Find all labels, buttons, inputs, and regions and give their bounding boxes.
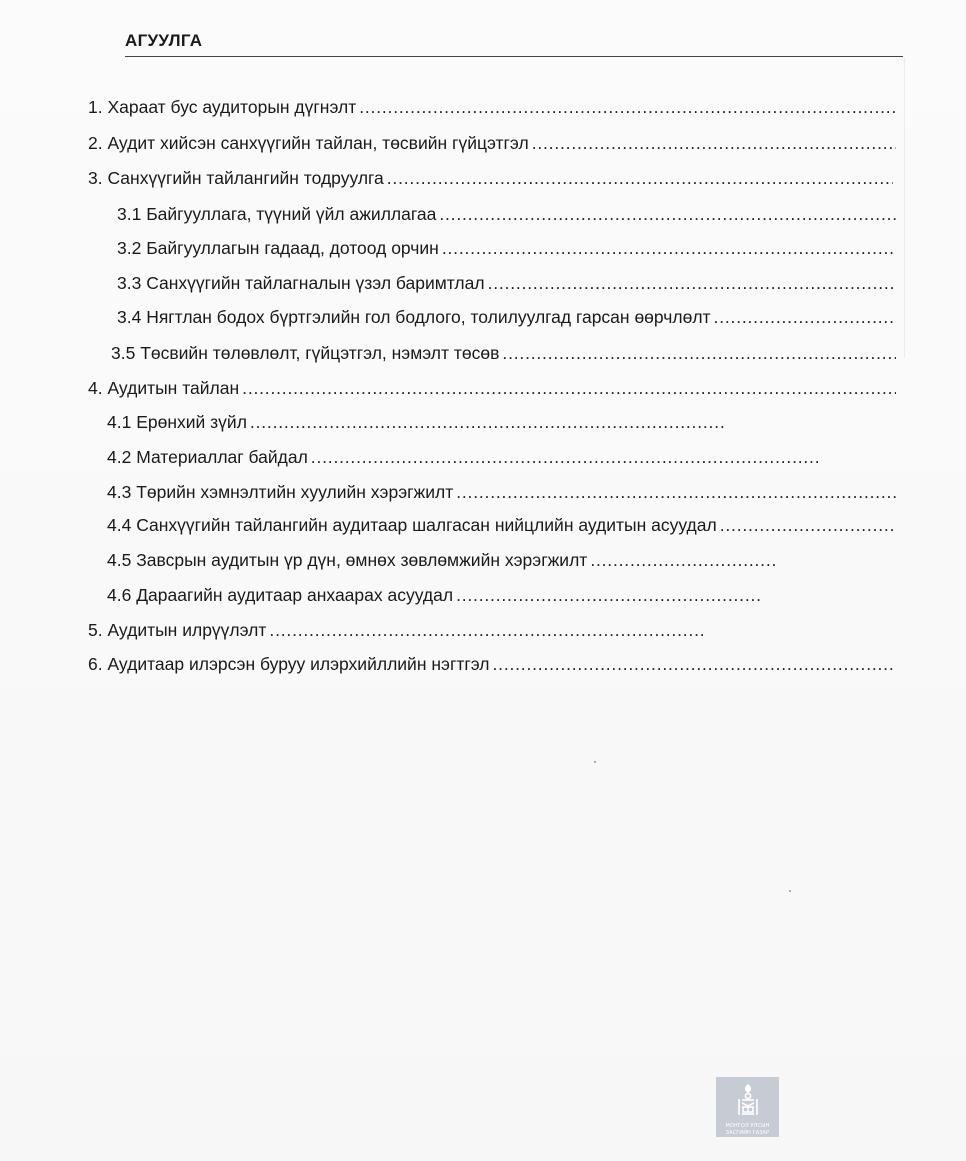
toc-entry-text: 3.2 Байгууллагын гадаад, дотоод орчин <box>117 238 439 258</box>
toc-entry[interactable] <box>117 305 896 329</box>
toc-dot-leader <box>439 202 896 226</box>
toc-entry-text: 4. Аудитын тайлан <box>88 378 240 398</box>
toc-dot-leader <box>269 618 705 642</box>
logo-caption-line-2: ЗАСГИЙН ГАЗАР <box>725 1130 770 1136</box>
toc-dot-leader <box>442 236 896 260</box>
toc-entry-text: 4.6 Дараагийн аудитаар анхаарах асуудал <box>107 585 454 605</box>
page-heading: АГУУЛГА <box>125 31 203 50</box>
scan-speck <box>789 890 791 892</box>
toc-dot-leader <box>359 95 896 119</box>
toc-entry[interactable] <box>88 95 896 119</box>
toc-entry[interactable] <box>88 166 893 190</box>
toc-entry[interactable] <box>107 583 763 607</box>
toc-entry-text: 4.1 Ерөнхий зүйл <box>107 412 247 432</box>
toc-entry[interactable] <box>88 652 896 676</box>
toc-dot-leader <box>242 376 896 400</box>
toc-entry-text: 3.1 Байгууллага, түүний үйл ажиллагаа <box>117 204 437 224</box>
toc-entry-text: 3.5 Төсвийн төлөвлөлт, гүйцэтгэл, нэмэлт төсөв <box>111 343 500 363</box>
logo-caption-line-1: МОНГОЛ УЛСЫН <box>725 1123 770 1129</box>
toc-entry[interactable] <box>107 410 725 434</box>
scan-speck <box>594 761 596 763</box>
government-logo <box>716 1077 779 1137</box>
toc-dot-leader <box>456 583 763 607</box>
toc-dot-leader <box>714 305 896 329</box>
toc-entry-text: 5. Аудитын илрүүлэлт <box>88 620 267 640</box>
toc-entry-text: 1. Хараат бус аудиторын дүгнэлт <box>88 97 357 117</box>
toc-dot-leader <box>456 480 896 504</box>
toc-entry[interactable] <box>117 236 896 260</box>
toc-dot-leader <box>502 341 896 365</box>
toc-entry[interactable] <box>107 513 894 537</box>
toc-entry[interactable] <box>88 618 705 642</box>
toc-dot-leader <box>590 548 776 572</box>
toc-entry-text: 4.2 Материаллаг байдал <box>107 447 308 467</box>
toc-entry[interactable] <box>107 445 821 469</box>
toc-entry-text: 4.5 Завсрын аудитын үр дүн, өмнөх зөвлөмжийн хэрэгжилт <box>107 550 588 570</box>
heading-underline <box>125 56 903 57</box>
toc-entry[interactable] <box>107 480 896 504</box>
toc-entry[interactable] <box>107 548 776 572</box>
toc-entry-text: 3. Санхүүгийн тайлангийн тодруулга <box>88 168 384 188</box>
toc-dot-leader <box>488 271 896 295</box>
toc-entry-text: 3.3 Санхүүгийн тайлагналын үзэл баримтлал <box>117 273 485 293</box>
toc-entry-text: 3.4 Нягтлан бодох бүртгэлийн гол бодлого, толилуулгад гарсан өөрчлөлт <box>117 307 711 327</box>
toc-dot-leader <box>532 131 896 155</box>
toc-entry-text: 2. Аудит хийсэн санхүүгийн тайлан, төсвийн гүйцэтгэл <box>88 133 529 153</box>
soyombo-emblem-icon <box>735 1077 761 1122</box>
toc-dot-leader <box>387 166 893 190</box>
toc-dot-leader <box>493 652 897 676</box>
toc-dot-leader <box>720 513 894 537</box>
toc-entry[interactable] <box>88 376 896 400</box>
toc-entry[interactable] <box>88 131 896 155</box>
toc-entry-text: 4.4 Санхүүгийн тайлангийн аудитаар шалгасан нийцлийн аудитын асуудал <box>107 515 717 535</box>
toc-entry[interactable] <box>111 341 896 365</box>
toc-entry-text: 4.3 Төрийн хэмнэлтийн хуулийн хэрэгжилт <box>107 482 454 502</box>
toc-entry-text: 6. Аудитаар илэрсэн буруу илэрхийллийн нэгтгэл <box>88 654 490 674</box>
scan-artifact-line <box>904 58 905 358</box>
toc-dot-leader <box>250 410 725 434</box>
toc-dot-leader <box>311 445 821 469</box>
toc-entry[interactable] <box>117 271 896 295</box>
toc-entry[interactable] <box>117 202 896 226</box>
